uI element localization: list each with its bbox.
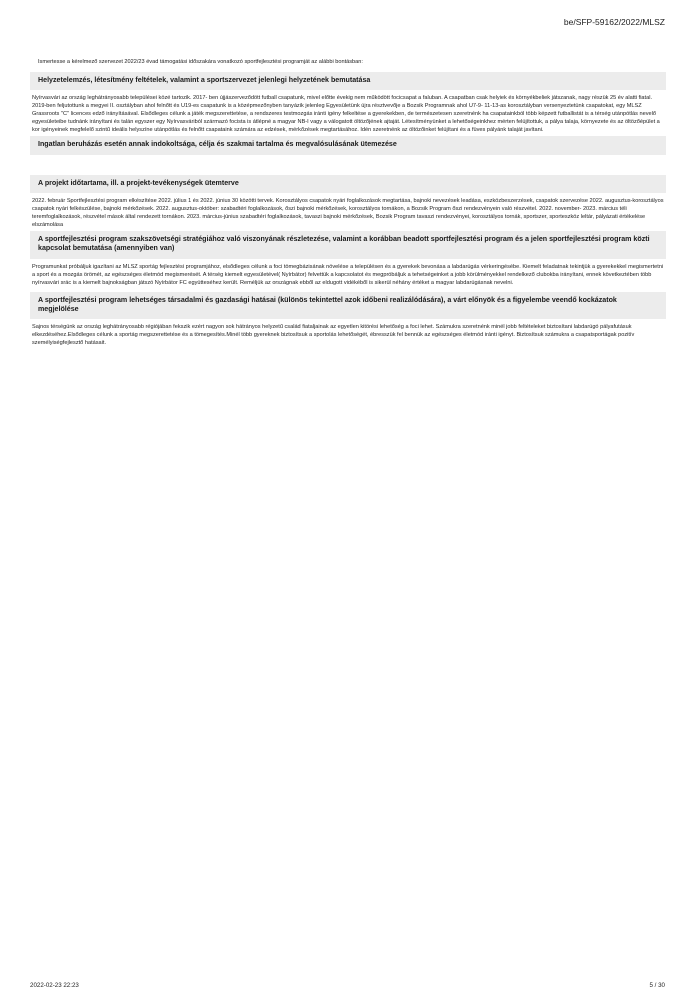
footer-page-number: 5 / 30 [649,982,665,989]
section-heading-project-schedule: A projekt időtartama, ill. a projekt-tevékenységek ütemterve [30,175,666,193]
section-body-project-schedule: 2022. február Sportfejlesztési program elkészítése 2022. július 1 és 2022. június 30 közötti tervek. Korosztályos csapatok nyári foglalkozások megtartása, bajnoki nevezések leadása, eszközbeszerzések, csapatok szervezése 2022. augusztus-korosztályos csapatok nyári felkészülése, bajnoki mérkőzések. 2022. augusztus-október: szabadtéri foglalkozások, őszi bajnoki mérkőzések, korosztályos tornákon, a Bozsik Program őszi rendezvényein való részvétel. 2022. november- 2023. március téli teremfoglalkozások, részvétel mások által rendezett tornákon. 2023. március-június szabadtéri foglalkozások, tavaszi bajnoki mérkőzések, Bozsik Program tavaszi rendezvényei, korosztályos tornák, sportszer, sporteszköz leltár, pályázati értékelése elszámolása [32,197,664,229]
section-heading-social-economic-impact: A sportfejlesztési program lehetséges társadalmi és gazdasági hatásai (különös tekintettel azok időbeni realizálódására), a várt előnyök és a figyelembe veendő kockázatok megjelölése [30,292,666,319]
document-reference: be/SFP-59162/2022/MLSZ [563,17,665,27]
section-heading-federation-strategy: A sportfejlesztési program szakszövetségi stratégiához való viszonyának részletezése, valamint a korábban beadott sportfejlesztési program és a jelen sportfejlesztési program közti kapcsolat bemutatása (amennyiben van) [30,231,666,258]
section-heading-real-estate-investment: Ingatlan beruházás esetén annak indokoltsága, célja és szakmai tartalma és megvalósulásának ütemezése [30,136,666,154]
section-body-social-economic-impact: Sajnos térségünk az ország leghátrányosabb régiójában fekszik ezért nagyon sok hátrányos helyzetű család fiataljainak az egyetlen kitörési lehetőség a foci lehet. Számukra szeretnénk minél jobb feltételeket biztosítani labdarúgó pályafutásuk elkezdéséhez.Elsődleges célunk a sportág megszerettetése és a tömegesítés.Minél több gyereknek biztosítsuk a sportolás lehetőségét, ébresszük fel bennük az egészséges életmód iránti igényt. Biztosítsuk számukra a csapatsportágak pozitív személyiségfejlesztő hatásait. [32,324,635,347]
intro-text: Ismertesse a kérelmező szervezet 2022/23 évad támogatási időszakára vonatkozó sportfejlesztési programját az alábbi bontásban: [38,59,363,65]
section-heading-situation-analysis: Helyzetelemzés, létesítmény feltételek, valamint a sportszervezet jelenlegi helyzetének bemutatása [30,72,666,90]
document-content [30,72,666,347]
section-body-federation-strategy: Programunkat próbáljuk igazítani az MLSZ sportág fejlesztési programjához, elsődleges célunk a foci tömegbázisának növelése a településen és a gyerekek bevonása a labdarúgás vérkeringésébe. Kiemelt feladatnak tekintjük a gyerekekkel megismertetni a sport és a mozgás örömét, az egészséges életmód megismerését. A térség kiemelt egyesületével( Nyírbátor) felvettük a kapcsolatot és megpróbáljuk a tehetségeinket a jobb körülményekkel rendelkező clubokba irányítani, ennek következtében több nyírvasvári srác is a kiemelt bajnokságban játszó Nyírbátor FC együtteséhez került. Reméljük az országnak ebből az eldugott vidékéből is sikerül néhány értéket a magyar labdarúgásnak nevelni. [32,263,664,286]
section-body-situation-analysis: Nyírvasvári az ország leghátrányosabb települései közé tartozik. 2017- ben újjászerveződött futball csapatunk, mivel előtte évekig nem működött focicsapat a faluban. A csapatban csak helyiek és környékbeliek játszanak, nagy részük 25 év alatti fiatal. 2019-ben feljutottunk a megyei II. osztályban ahol felnőtt és U19-es csapatunk is a középmezőnyben tanyázik jelenleg Egyesületünk újra résztvevője a Bozsik Programnak ahol U7-9- 11-13-as korosztályban versenyeztetünk csapatokat, egy MLSZ Grassroots ''C'' licences edző irányításával. Elsődleges célunk a játék megszerettetése, a rendszeres testmozgás iránti igény felkeltése a gyerekekben, de természetesen szeretnénk ha csapatainkból több képzett futballistát is a térség utánpótlás nevelő egyesületeibe tudnánk irányítani és talán egyszer egy Nyírvasváriból származó focista is átlépné a magyar NB-I vagy a válogatott öltözőjének ajtaját. Létesítményünket a lehetőségeinkhez mérten felújítottuk, a pálya talaja, környezete és az öltözőépület a kor igényeinek megfelelő szintű ideális helyszíne utánpótlás és felnőtt csapataink számára az edzések, mérkőzések megtartásához. Idén szeretnénk az öltözőinket felújítani és a füves pályánk talaját javítani. [32,95,660,134]
footer-datetime: 2022-02-23 22:23 [30,982,79,989]
